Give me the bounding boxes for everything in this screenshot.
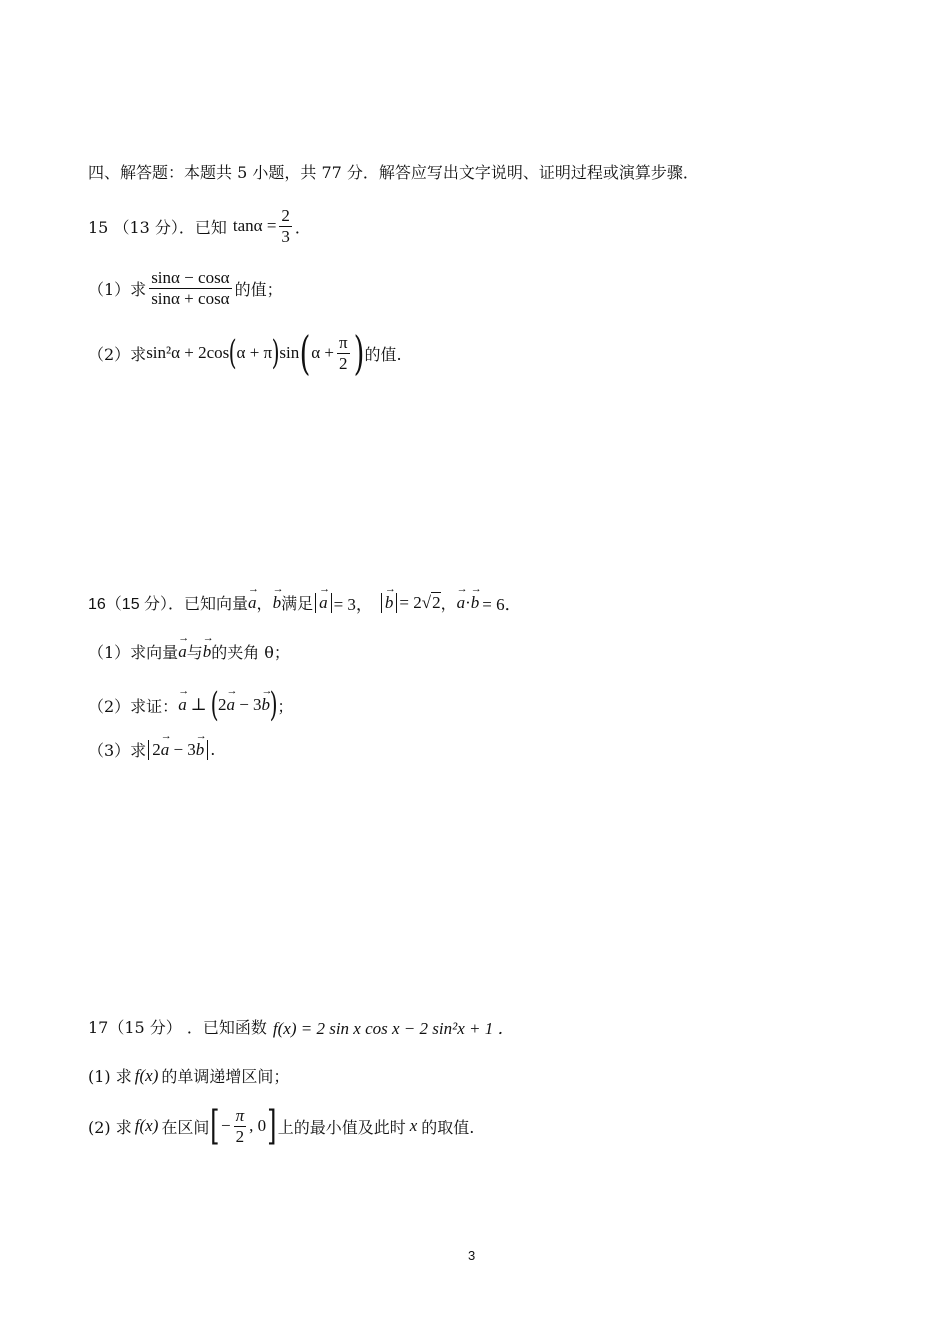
q16-abs-a-val: = 3， xyxy=(333,595,373,614)
q17-func: f(x) = 2 sin x cos x − 2 sin²x + 1 ． xyxy=(272,1019,515,1038)
q16-label: 16（15 分）．已知向量 xyxy=(88,596,249,613)
q17-part2-mid: 在区间 xyxy=(161,1117,210,1137)
q17-part2-pi: π xyxy=(235,1106,245,1125)
q17-part1-fx: f(x) xyxy=(134,1065,159,1085)
q17-part1 xyxy=(88,1064,289,1087)
q16-satisfy: 满足 xyxy=(281,594,314,613)
q15-part2-expr-d: α + xyxy=(311,343,334,362)
q16-part1-with: 与 xyxy=(186,643,203,662)
q16-part2-prefix: （2）求证： xyxy=(88,696,179,716)
abs-b: → b xyxy=(381,593,398,613)
left-paren-large: ( xyxy=(299,326,311,380)
q16-abs-b-val: = 2 xyxy=(399,592,422,612)
q16-part1 xyxy=(88,640,290,663)
q15-part1-prefix: （1）求 xyxy=(88,279,147,299)
q15-frac-num: 2 xyxy=(281,206,290,225)
q16-part3-prefix: （3）求 xyxy=(88,741,147,760)
q15-part2-expr-a: sin²α + 2cos xyxy=(146,343,230,362)
q17-part2-neg: − xyxy=(220,1116,231,1136)
vector-a: → a xyxy=(178,642,187,662)
q15-part1-suffix: 的值； xyxy=(234,279,283,299)
right-paren-large: ) xyxy=(353,326,364,380)
q16-and: ， xyxy=(256,594,273,613)
q15-part2-prefix: （2）求 xyxy=(88,344,147,364)
left-bracket: [ xyxy=(210,1103,220,1150)
right-bracket: ] xyxy=(267,1103,277,1150)
q17-part2-suffix-a: 上的最小值及此时 xyxy=(277,1117,406,1137)
q17-part1-prefix: (1) 求 xyxy=(88,1067,132,1086)
q17-part2-two: 2 xyxy=(235,1126,245,1146)
abs-a: → a xyxy=(315,593,332,613)
q15-part1-den: sinα + cosα xyxy=(151,288,230,308)
right-paren: ) xyxy=(271,333,280,373)
q15-part1 xyxy=(88,268,283,308)
vector-b: → b xyxy=(273,593,282,613)
q17-part2-suffix-b: 的取值. xyxy=(421,1117,475,1137)
q15-part2-suffix: 的值. xyxy=(364,344,402,364)
left-paren: ( xyxy=(228,333,237,373)
q17-label: 17（15 分） ．已知函数 xyxy=(88,1018,267,1037)
q15-part1-fraction xyxy=(149,268,231,308)
q15-part1-num: sinα − cosα xyxy=(151,268,230,287)
question-16 xyxy=(88,590,522,615)
question-15 xyxy=(88,206,311,246)
q17-part2 xyxy=(88,1103,475,1150)
q16-part2 xyxy=(88,685,294,725)
q17-part2-prefix: (2) 求 xyxy=(88,1117,132,1137)
q17-part1-suffix: 的单调递增区间； xyxy=(161,1067,290,1086)
q15-fraction xyxy=(279,206,292,246)
right-paren: ) xyxy=(269,685,278,725)
q16-dot-val: = 6． xyxy=(482,595,522,614)
q17-part2-fraction xyxy=(234,1106,247,1146)
q15-part2-expr-b: α + π xyxy=(236,343,273,362)
q15-label: 15 （13 分）．已知 xyxy=(88,217,227,237)
q16-part1-suffix: 的夹角 θ； xyxy=(211,643,290,662)
q15-part2-pi-fraction xyxy=(337,333,350,373)
q16-part2-inner: 2→ a − 3→ b xyxy=(218,695,270,715)
sqrt-sign: √ xyxy=(421,592,432,612)
dot-product: → a·→ b xyxy=(457,593,480,613)
vector-a: → a xyxy=(248,593,257,613)
q15-frac-den: 3 xyxy=(281,226,290,246)
q15-part2-pi: π xyxy=(338,332,348,352)
q16-part2-suffix: ； xyxy=(277,696,294,716)
question-17 xyxy=(88,1014,514,1039)
q16-part3-suffix: . xyxy=(210,740,216,759)
q17-part2-x: x xyxy=(409,1116,418,1136)
q16-perp: ⊥ xyxy=(190,695,207,714)
q15-part2-two: 2 xyxy=(338,353,348,373)
q17-part2-zero: , 0 xyxy=(249,1116,267,1136)
q17-part2-fx: f(x) xyxy=(134,1116,159,1136)
q16-part1-prefix: （1）求向量 xyxy=(88,643,179,662)
vector-b: → b xyxy=(203,642,212,662)
q16-part3 xyxy=(88,738,215,761)
q16-sqrt-val: 2 xyxy=(432,593,441,612)
q16-comma: ， xyxy=(440,594,457,613)
q16-part3-abs: 2→ a − 3→ b xyxy=(148,740,208,760)
q15-part2 xyxy=(88,326,402,380)
q15-tail: ． xyxy=(294,217,311,237)
vector-a: → a xyxy=(178,695,187,715)
section-heading-text: 四、解答题：本题共 5 小题，共 77 分．解答应写出文字说明、证明过程或演算步骤． xyxy=(88,163,699,182)
q15-premise: tanα = xyxy=(232,216,277,236)
q15-part2-expr-c: sin xyxy=(279,343,300,362)
left-paren: ( xyxy=(210,685,219,725)
section-heading xyxy=(88,160,699,183)
page-number: 3 xyxy=(468,1248,476,1263)
